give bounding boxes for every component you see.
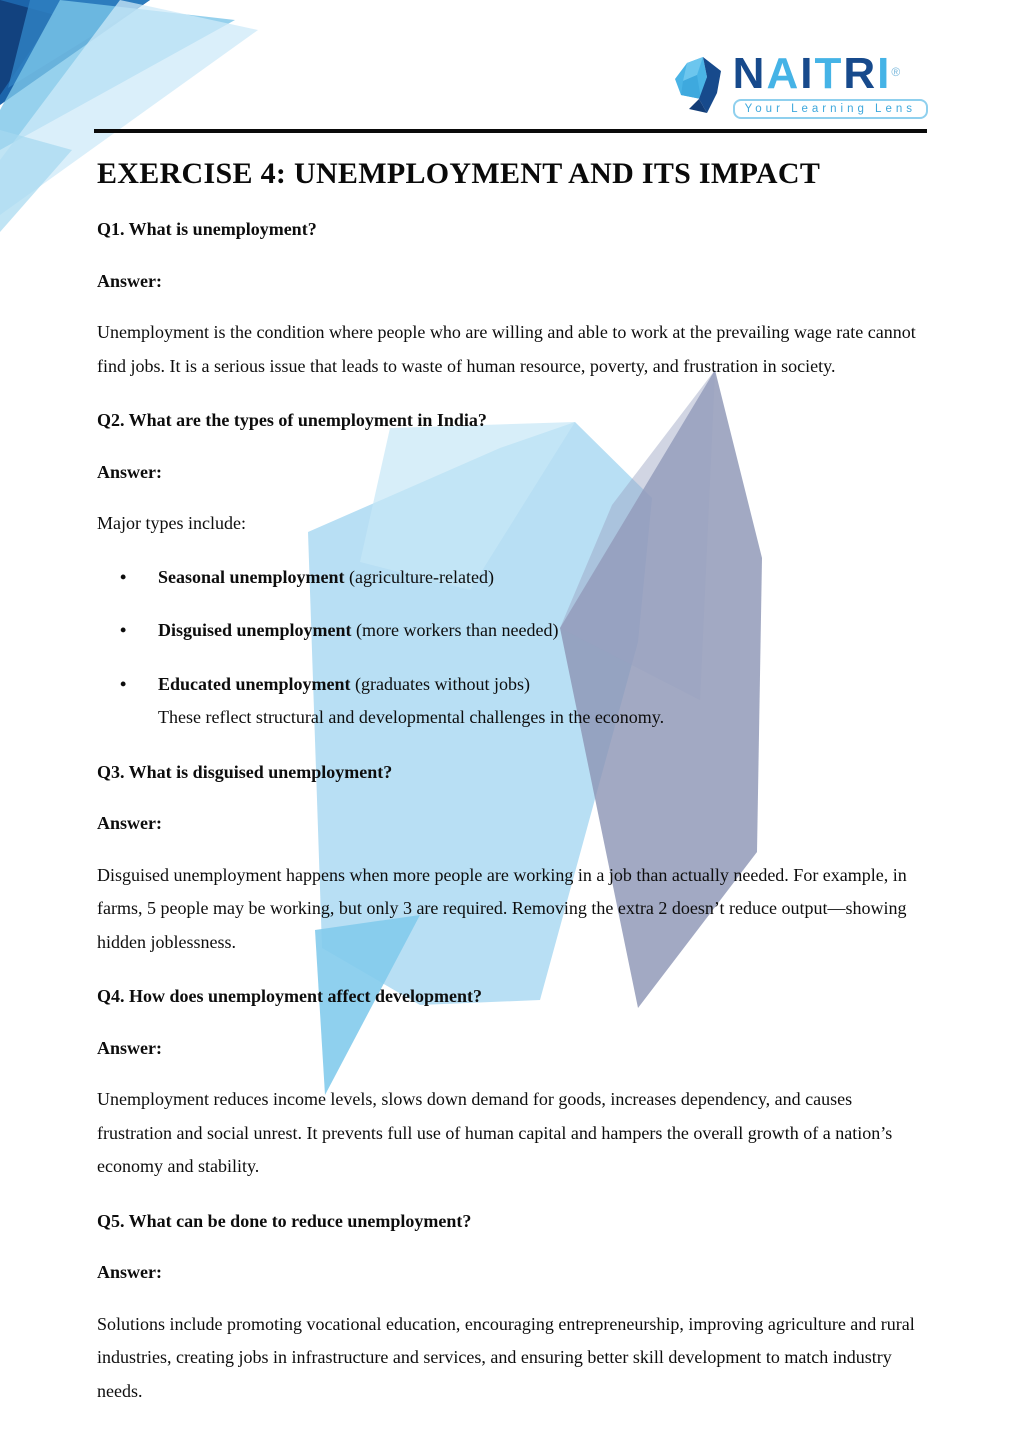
answer-label-3: Answer: — [97, 813, 162, 833]
brand-letter: A — [766, 49, 801, 98]
brand-tagline: Your Learning Lens — [733, 99, 928, 119]
list-item — [97, 614, 930, 648]
question-2: Q2. What are the types of unemployment in India? — [97, 410, 487, 430]
registered-trademark-mark: ® — [891, 65, 901, 79]
list-item — [97, 561, 930, 595]
bullet-detail: (graduates without jobs) — [350, 673, 530, 694]
bullet-detail: (agriculture-related) — [344, 566, 494, 587]
unemployment-types-list — [97, 561, 930, 702]
document-content — [97, 150, 930, 1426]
list-note: These reflect structural and developmental challenges in the economy. — [158, 707, 665, 727]
bullet-term: Seasonal unemployment — [158, 566, 345, 587]
brand-letters — [733, 49, 892, 98]
qa-section-3 — [97, 756, 930, 960]
answer-label-1: Answer: — [97, 270, 162, 291]
brand-letter: N — [732, 49, 767, 98]
bullet-term: Disguised unemployment — [158, 620, 352, 640]
brand-letter: T — [814, 49, 844, 98]
page-title: EXERCISE 4: UNEMPLOYMENT AND ITS IMPACT — [97, 157, 821, 190]
brand-letter: I — [800, 49, 815, 98]
question-5: Q5. What can be done to reduce unemployment? — [97, 1210, 472, 1231]
bullet-icon: • — [120, 566, 127, 587]
bullet-term: Educated unemployment — [158, 673, 351, 694]
brand-letter: I — [877, 49, 892, 98]
naitri-logo-icon — [673, 54, 727, 118]
answer-label-2: Answer: — [97, 461, 162, 482]
brand-text — [732, 49, 928, 119]
answer-label-4: Answer: — [97, 1037, 162, 1058]
answer-text-4: Unemployment reduces income levels, slows down demand for goods, increases dependency, and causes frustration and social unrest. It prevents full use of human capital and hampers the overall growth of a nation’s economy and stability. — [97, 1089, 893, 1176]
bullet-icon: • — [120, 673, 127, 694]
naitri-logo — [673, 49, 928, 119]
qa-section-2 — [97, 404, 930, 735]
qa-section-5 — [97, 1205, 930, 1409]
answer-intro-2: Major types include: — [97, 513, 246, 533]
brand-name — [732, 49, 928, 98]
list-item — [97, 668, 930, 702]
question-4: Q4. How does unemployment affect development? — [97, 986, 482, 1006]
qa-section-4 — [97, 980, 930, 1184]
answer-text-3: Disguised unemployment happens when more people are working in a job than actually needed. For example, in farms, 5 people may be working, but only 3 are required. Removing the extra 2 doesn’t reduce output—showing hidden joblessness. — [97, 864, 907, 952]
answer-label-5: Answer: — [97, 1262, 162, 1282]
bullet-icon: • — [120, 620, 127, 640]
qa-section-1 — [97, 213, 930, 383]
header-divider-rule — [94, 129, 927, 133]
answer-text-1: Unemployment is the condition where people who are willing and able to work at the prevailing wage rate cannot find jobs. It is a serious issue that leads to waste of human resource, poverty, and frustration in society. — [97, 322, 916, 376]
question-1: Q1. What is unemployment? — [97, 219, 317, 239]
bullet-detail: (more workers than needed) — [351, 620, 559, 640]
question-3: Q3. What is disguised unemployment? — [97, 761, 393, 782]
answer-text-5: Solutions include promoting vocational education, encouraging entrepreneurship, improving agriculture and rural industries, creating jobs in infrastructure and services, and ensuring better skill development to match industry needs. — [97, 1313, 915, 1401]
brand-letter: R — [843, 49, 878, 98]
